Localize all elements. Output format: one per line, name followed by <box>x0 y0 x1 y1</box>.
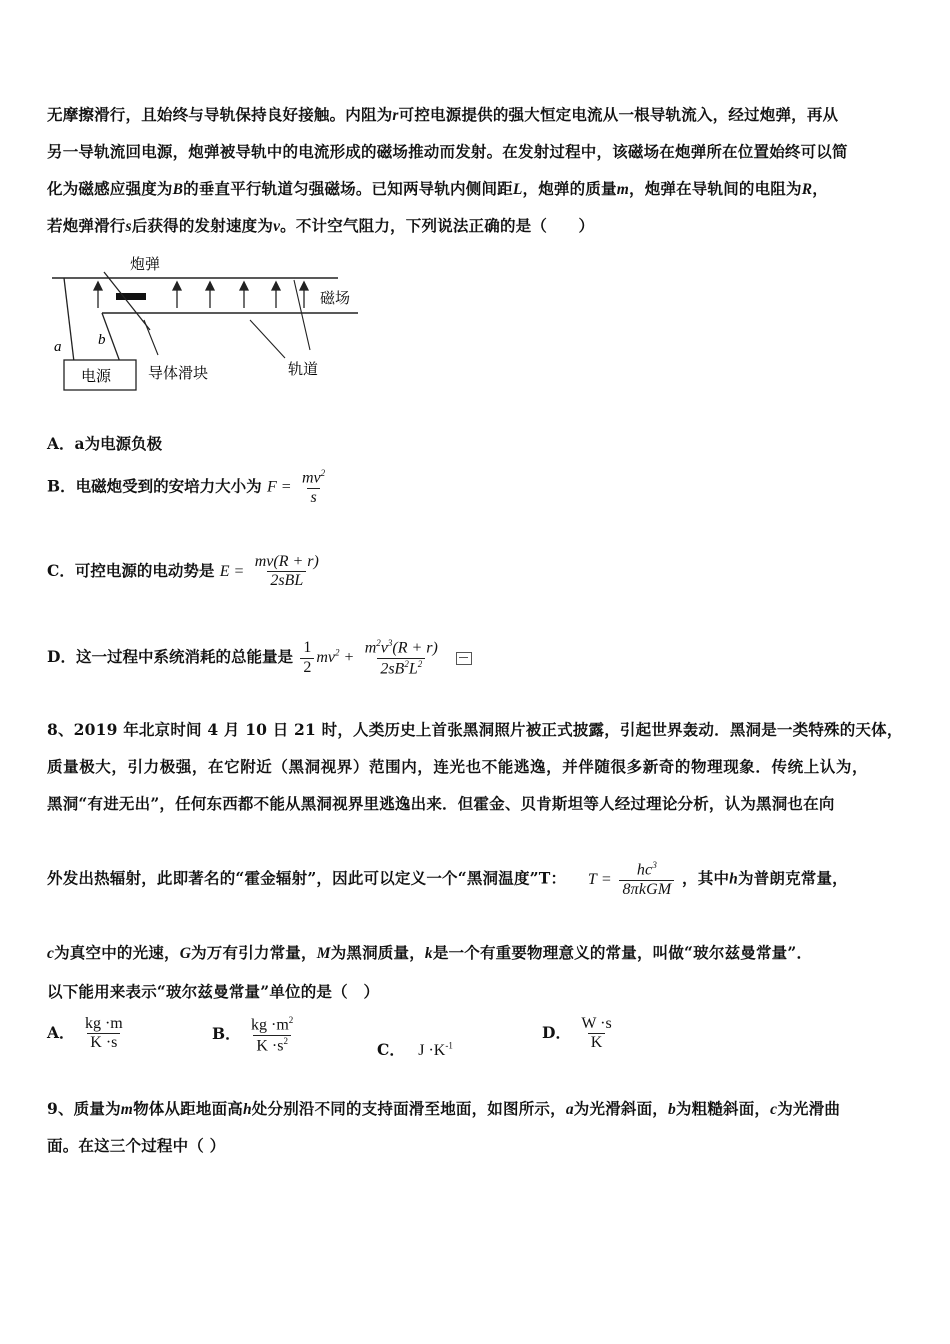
q7-option-d: D．这一过程中系统消耗的总能量是 $\frac{1}{2}$ $mv^2$ + $\frac{m^2v^3(R + r)}{2sB^2L^2}$ <box>47 638 472 678</box>
shell-label: 炮弹 <box>130 255 161 273</box>
unit-d: $\frac{W \cdot s}{K}$ <box>581 1015 612 1052</box>
image-placeholder-icon <box>456 652 472 665</box>
q7-option-b: B．电磁炮受到的安培力大小为 F = $\frac{mv^2}{s}$ <box>47 468 330 507</box>
q7-option-c: C．可控电源的电动势是 E = $\frac{mv(R + r)}{\text{2sBL}}$ <box>47 553 324 591</box>
q8-option-d: D． $\frac{W \cdot s}{K}$ <box>542 1015 617 1053</box>
q7-text-line-4: 若炮弹滑行s后获得的发射速度为v。不计空气阻力，下列说法正确的是（ ） <box>47 216 595 235</box>
slider-label: 导体滑块 <box>148 364 209 382</box>
railgun-diagram <box>40 250 370 395</box>
formula-b: $\frac{mv^2}{s}$ <box>302 468 326 506</box>
projectile-shape <box>116 293 146 300</box>
field-label: 磁场 <box>320 289 351 307</box>
q9-text-line-2: 面。在这三个过程中（ ） <box>47 1136 226 1155</box>
q7-option-a: A．a为电源负极 <box>47 434 163 453</box>
q8-text-line-2: 质量极大，引力极强，在它附近（黑洞视界）范围内，连光也不能逃逸，并伴随很多新奇的物理现象．传统上认为， <box>47 757 869 776</box>
q8-text-line-1: 8、2019 年北京时间 4 月 10 日 21 时，人类历史上首张黑洞照片被正式披露，引起世界轰动．黑洞是一类特殊的天体， <box>47 720 903 739</box>
q8-option-c: C． $J \cdot K^{-1}$ <box>377 1040 453 1059</box>
wire-a <box>64 278 74 362</box>
q9-text-line-1: 9、质量为m物体从距地面高h处分别沿不同的支持面滑至地面，如图所示，a为光滑斜面，b为粗糙斜面，c为光滑曲 <box>47 1099 841 1118</box>
slider-pointer <box>144 320 158 355</box>
formula-d-main: $\frac{m^2v^3(R + r)}{2sB^2L^2}$ <box>364 638 438 678</box>
hawking-formula: $\frac{hc^3}{\text{8πkGM}}$ <box>619 860 674 899</box>
rail-label: 轨道 <box>288 360 319 378</box>
label-b: b <box>98 332 106 348</box>
q8-text-line-6: 以下能用来表示“玻尔兹曼常量”单位的是（ ） <box>47 982 380 1001</box>
unit-b: $\frac{kg \cdot m^2}{K \cdot s^2}$ <box>251 1015 294 1055</box>
q8-option-b: B． $\frac{kg \cdot m^2}{K \cdot s^2}$ <box>212 1015 298 1055</box>
power-label: 电源 <box>81 367 112 385</box>
q8-text-line-3: 黑洞“有进无出”，任何东西都不能从黑洞视界里逃逸出来．但霍金、贝肯斯坦等人经过理论分析，认为黑洞也在向 <box>47 794 835 813</box>
q8-text-line-5: c为真空中的光速，G为万有引力常量，M为黑洞质量，k是一个有重要物理意义的常量，叫做“玻尔兹曼常量”． <box>47 943 813 962</box>
q7-text-line-3: 化为磁感应强度为B的垂直平行轨道匀强磁场。已知两导轨内侧间距L，炮弹的质量m，炮弹在导轨间的电阻为R， <box>47 179 828 198</box>
label-a: a <box>54 339 62 355</box>
formula-d-half: $\frac{1}{2}$ <box>300 639 314 677</box>
q8-text-line-4: 外发出热辐射，此即著名的“霍金辐射”，因此可以定义一个“黑洞温度”T： T = $\frac{hc^3}{\text{8πkGM}}$ ，其中h为普朗克常量， <box>47 860 848 898</box>
unit-a: $\frac{kg \cdot m}{K \cdot s}$ <box>84 1015 123 1052</box>
q8-option-a: A． $\frac{kg \cdot m}{K \cdot s}$ <box>47 1015 128 1053</box>
q7-text-line-1: 无摩擦滑行，且始终与导轨保持良好接触。内阻为r可控电源提供的强大恒定电流从一根导轨流入，经过炮弹，再从 <box>47 105 839 124</box>
rail-pointer-1 <box>250 320 285 358</box>
formula-c: $\frac{mv(R + r)}{\text{2sBL}}$ <box>254 553 319 590</box>
q7-text-line-2: 另一导轨流回电源，炮弹被导轨中的电流形成的磁场推动而发射。在发射过程中，该磁场在炮弹所在位置始终可以简 <box>47 142 848 161</box>
projectile-pointer <box>104 272 150 330</box>
